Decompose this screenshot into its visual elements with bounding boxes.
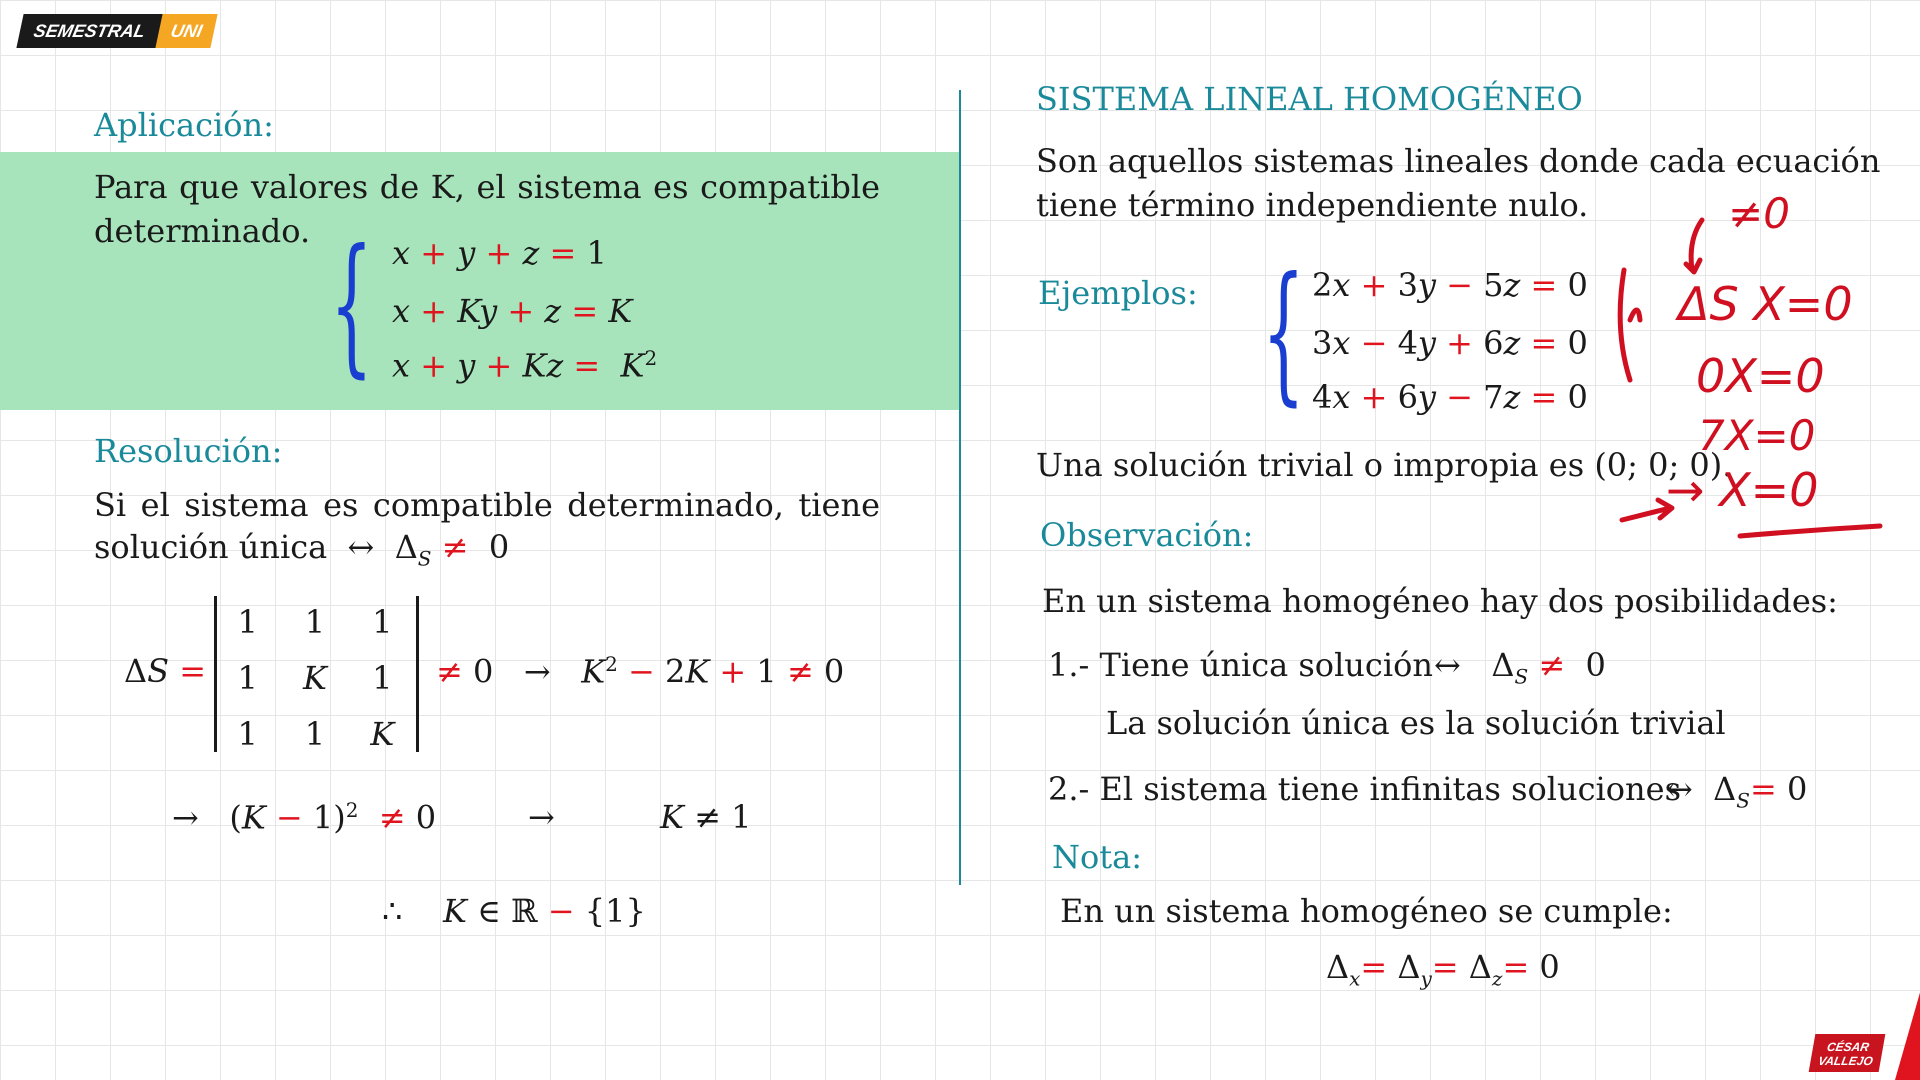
det-cell: 1 bbox=[304, 603, 326, 641]
nota-text: En un sistema homogéneo se cumple: bbox=[1060, 892, 1673, 930]
hand-line-4: → X=0 bbox=[1666, 463, 1819, 517]
logo-part-semestral: SEMESTRAL bbox=[16, 14, 164, 48]
determinant-right-bar bbox=[416, 596, 419, 752]
det-cell: K bbox=[303, 659, 327, 697]
ejemplos-heading: Ejemplos: bbox=[1038, 274, 1198, 312]
det-cell: K bbox=[370, 715, 395, 753]
hand-brace-mark bbox=[1620, 270, 1640, 380]
observation-1: 1.- Tiene única solución bbox=[1048, 646, 1433, 684]
definition-line-1: Son aquellos sistemas lineales donde cada ecuación bbox=[1036, 142, 1881, 180]
example-equation-3: 4x + 6y − 7z = 0 bbox=[1312, 378, 1588, 416]
hand-arrow-down bbox=[1686, 220, 1702, 272]
hand-line-2: 0X=0 bbox=[1696, 349, 1825, 403]
system-equation-1: x + y + z = 1 bbox=[392, 234, 607, 272]
det-cell: 1 bbox=[372, 603, 393, 641]
determinant-condition: ≠ $0 \to K^2 - 2K + 1 \ne 0$ bbox=[436, 652, 845, 691]
observation-1-note: La solución única es la solución trivial bbox=[1106, 704, 1726, 742]
hand-line-1: ΔS X=0 bbox=[1678, 277, 1853, 331]
system-equation-2: x + Ky + z = K bbox=[392, 292, 633, 330]
step-2: → $(K - 1)^2 \ne 0$ bbox=[172, 798, 437, 837]
resolution-line-2: solución única ↔ $\Delta_S \ne 0$ bbox=[94, 528, 510, 571]
det-cell: 1 bbox=[237, 659, 258, 697]
hand-line-3: 7X=0 bbox=[1698, 411, 1816, 460]
hand-not-zero: ≠0 bbox=[1728, 189, 1790, 238]
observacion-heading: Observación: bbox=[1040, 516, 1254, 554]
aplicacion-heading: Aplicación: bbox=[94, 106, 274, 144]
det-cell: 1 bbox=[304, 715, 326, 753]
cesar-vallejo-logo: CÉSAR VALLEJO bbox=[1809, 1034, 1886, 1072]
definition-line-2: tiene término independiente nulo. bbox=[1036, 186, 1589, 224]
examples-brace: { bbox=[1262, 246, 1305, 420]
problem-line-2: determinado. bbox=[94, 212, 311, 250]
hand-underline bbox=[1740, 526, 1880, 536]
system-equation-3: $x + y + Kz = K^2$ bbox=[392, 346, 658, 385]
det-cell: 1 bbox=[237, 603, 258, 641]
det-cell: 1 bbox=[237, 715, 258, 753]
determinant-label: ΔS = bbox=[124, 652, 207, 690]
resolution-line-1: Si el sistema es compatible determinado, tiene bbox=[94, 486, 880, 524]
step-2-arrow: → bbox=[528, 798, 555, 836]
nota-heading: Nota: bbox=[1052, 838, 1142, 876]
conclusion: ∴ K ∈ ℝ − {1} bbox=[382, 892, 646, 930]
trivial-solution: Una solución trivial o impropia es (0; 0; 0). bbox=[1036, 446, 1733, 484]
handwritten-annotations bbox=[1600, 180, 1900, 550]
example-equation-1: 2x + 3y − 5z = 0 bbox=[1312, 266, 1588, 304]
det-cell: 1 bbox=[372, 659, 393, 697]
logo-part-uni: UNI bbox=[155, 14, 217, 48]
hand-arrow-right bbox=[1622, 500, 1672, 520]
observation-intro: En un sistema homogéneo hay dos posibilidades: bbox=[1042, 582, 1838, 620]
corner-red-wedge bbox=[1895, 940, 1920, 1080]
problem-line-1: Para que valores de K, el sistema es compatible bbox=[94, 168, 880, 206]
step-2-result: K ≠ 1 bbox=[660, 798, 752, 836]
observation-2: 2.- El sistema tiene infinitas soluciones bbox=[1048, 770, 1681, 808]
system-brace: { bbox=[330, 218, 373, 392]
determinant-matrix bbox=[214, 594, 416, 762]
column-divider bbox=[959, 90, 961, 885]
example-equation-2: 3x − 4y + 6z = 0 bbox=[1312, 324, 1588, 362]
section-title: SISTEMA LINEAL HOMOGÉNEO bbox=[1036, 80, 1583, 118]
observation-2-condition: ↔ $\Delta_S= 0$ bbox=[1666, 770, 1808, 813]
semestral-uni-logo bbox=[20, 14, 214, 48]
resolucion-heading: Resolución: bbox=[94, 432, 283, 470]
observation-1-condition: ↔ $\Delta_S \ne 0$ bbox=[1434, 646, 1606, 689]
nota-formula: $\Delta_x= \Delta_y= \Delta_z= 0$ bbox=[1326, 948, 1560, 991]
